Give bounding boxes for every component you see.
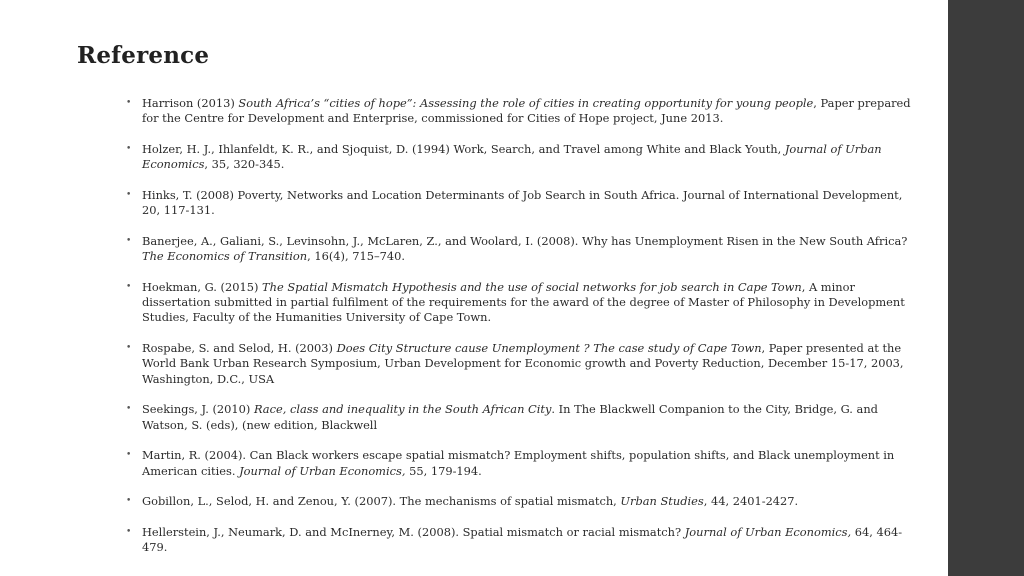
reference-list — [126, 96, 921, 571]
reference-item — [126, 525, 921, 555]
reference-text: , Paper presented at the World Bank Urban Research Symposium, Urban Development for Economic growth and Poverty Reduction, December 15-17, 2003, Washington, D.C., USA — [142, 341, 904, 386]
reference-item — [126, 402, 921, 432]
reference-item — [126, 96, 921, 126]
reference-text: , 35, 320-345. — [204, 157, 285, 172]
page-title: Reference — [77, 42, 210, 69]
reference-italic-text: Journal of Urban Economics, — [239, 463, 406, 478]
reference-text: Harrison (2013) — [142, 96, 239, 110]
side-bar — [948, 0, 1024, 576]
reference-text: Seekings, J. (2010) — [142, 402, 254, 417]
bullet-icon: • — [126, 282, 132, 292]
reference-italic-text: Does City Structure cause Unemployment ? The case study of Cape Town — [336, 341, 762, 356]
reference-item — [126, 188, 921, 218]
bullet-icon: • — [126, 404, 132, 415]
reference-text: Gobillon, L., Selod, H. and Zenou, Y. (2007). The mechanisms of spatial mismatch, — [142, 494, 621, 509]
reference-text: 64, 464-479. — [142, 525, 903, 555]
bullet-icon: • — [126, 144, 132, 154]
reference-text: Banerjee, A., Galiani, S., Levinsohn, J., McLaren, Z., and Woolard, I. (2008). Why has Unemployment Risen in the New South Africa? — [142, 234, 908, 248]
reference-text: Hoekman, G. (2015) — [142, 280, 263, 294]
bullet-icon: • — [126, 190, 132, 200]
reference-text: 55, 179-194. — [405, 463, 482, 478]
bullet-icon: • — [126, 343, 132, 354]
bullet-icon: • — [126, 236, 132, 246]
reference-item — [126, 341, 921, 387]
reference-italic-text: Race, class and inequality in the South African City — [253, 402, 552, 417]
reference-text: Rospabe, S. and Selod, H. (2003) — [142, 341, 337, 356]
reference-item — [126, 234, 921, 264]
bullet-icon: • — [126, 98, 132, 108]
reference-italic-text: Urban Studies — [620, 494, 704, 509]
reference-text: . In The Blackwell Companion to the City, Bridge, G. and Watson, S. (eds), (new edition, Blackwell — [142, 402, 878, 432]
reference-text: Hinks, T. (2008) Poverty, Networks and Location Determinants of Job Search in South Africa. Journal of International Development, 20, 117-131. — [142, 188, 903, 218]
reference-item — [126, 280, 921, 326]
reference-text: Holzer, H. J., Ihlanfeldt, K. R., and Sjoquist, D. (1994) Work, Search, and Travel among White and Black Youth, — [142, 142, 785, 156]
reference-item — [126, 494, 921, 509]
reference-text: , Paper prepared for the Centre for Development and Enterprise, commissioned for Cities of Hope project, June 2013. — [142, 96, 911, 126]
reference-text: , 44, 2401-2427. — [703, 494, 799, 509]
reference-italic-text: The Economics of Transition — [142, 249, 308, 264]
reference-text: , A minor dissertation submitted in partial fulfilment of the requirements for the award of the degree of Master of Philosophy in Development Studies, Faculty of the Humanities University of Cape Town. — [142, 280, 905, 325]
reference-text: Martin, R. (2004). Can Black workers escape spatial mismatch? Employment shifts, population shifts, and Black unemployment in American cities. — [142, 448, 895, 478]
bullet-icon: • — [126, 527, 132, 538]
reference-item — [126, 448, 921, 478]
reference-italic-text: Journal of Urban Economics — [142, 142, 882, 172]
bullet-icon: • — [126, 450, 132, 461]
reference-italic-text: South Africa’s “cities of hope”: Assessing the role of cities in creating opportunity for young people — [238, 96, 814, 110]
reference-item — [126, 142, 921, 172]
reference-italic-text: Journal of Urban Economics, — [684, 525, 852, 540]
reference-italic-text: The Spatial Mismatch Hypothesis and the use of social networks for job search in Cape Town — [262, 280, 802, 294]
reference-text: Hellerstein, J., Neumark, D. and McInerney, M. (2008). Spatial mismatch or racial mismatch? — [142, 525, 685, 540]
reference-text: , 16(4), 715–740. — [307, 249, 406, 264]
bullet-icon: • — [126, 496, 132, 507]
